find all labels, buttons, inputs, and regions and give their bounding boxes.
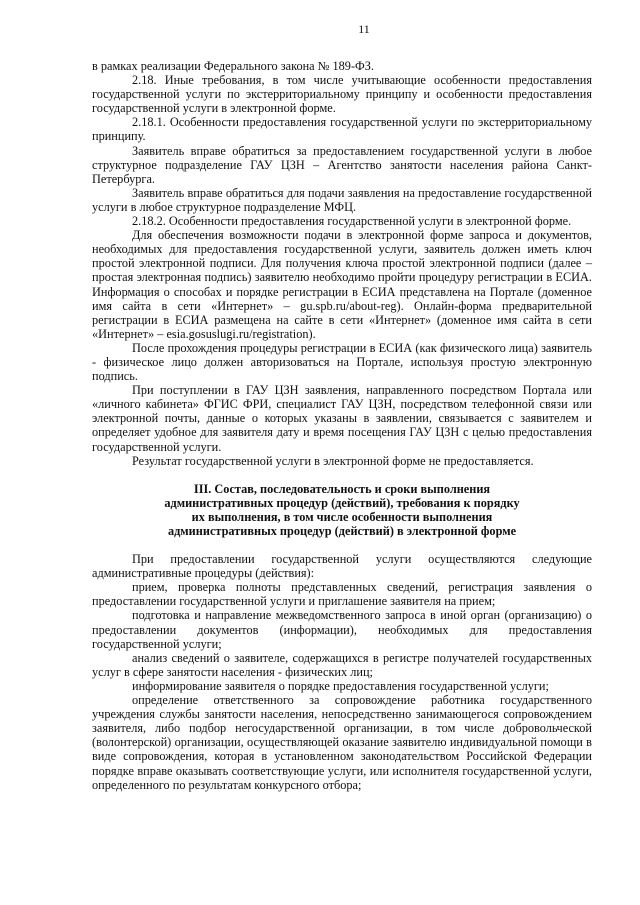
paragraph: Результат государственной услуги в электронной форме не предоставляется. [132, 453, 534, 468]
paragraph: При предоставлении государственной услуги осуществляются следующие административные процедуры (действия): [92, 552, 592, 581]
paragraph: Для обеспечения возможности подачи в электронной форме запроса и документов, необходимых для предоставления государственной услуги, заявитель должен иметь ключ простой электронной подписи. Для получения ключа простой электронной подписи (далее – простая электронная подпись) заявителю необходимо пройти процедуру регистрации в ЕСИА. Информация о способах и порядке регистрации в ЕСИА представлена на Портале (доменное имя сайта в сети «Интернет» – gu.spb.ru/about-reg). Онлайн-форма предварительной регистрации в ЕСИА размещена на сайте в сети «Интернет» (доменное имя сайта в сети «Интернет» – esia.gosuslugi.ru/registration). [92, 228, 592, 341]
heading-line: их выполнения, в том числе особенности выполнения [191, 509, 493, 524]
body-before-heading [92, 59, 592, 468]
list-item: прием, проверка полноты представленных сведений, регистрация заявления о предоставлении государственной услуги и приглашение заявителя на прием; [92, 580, 592, 609]
list-item: подготовка и направление межведомственного запроса в иной орган (организацию) о предоставлении документов (информации), необходимых для предоставления государственной услуги; [92, 608, 592, 651]
heading-line: административных процедур (действий), требования к порядку [164, 495, 520, 510]
paragraph: 2.18.2. Особенности предоставления государственной услуги в электронной форме. [132, 214, 572, 229]
section-heading [92, 482, 592, 538]
paragraph: 2.18.1. Особенности предоставления государственной услуги по экстерриториальному принципу. [92, 115, 592, 144]
body-after-heading [92, 552, 592, 792]
list-item: информирование заявителя о порядке предоставления государственной услуги; [132, 678, 549, 693]
paragraph: 2.18. Иные требования, в том числе учитывающие особенности предоставления государственной услуги по экстерриториальному принципу и особенности предоставления государственной услуги в электронной форме. [92, 73, 592, 116]
paragraph: После прохождения процедуры регистрации в ЕСИА (как физического лица) заявитель - физическое лицо должен авторизоваться на Портале, используя простую электронную подпись. [92, 340, 592, 384]
paragraph: Заявитель вправе обратиться для подачи заявления на предоставление государственной услуги в любое структурное подразделение МФЦ. [92, 185, 592, 214]
list-item: анализ сведений о заявителе, содержащихся в регистре получателей государственных услуг в сфере занятости населения - физических лиц; [92, 650, 592, 679]
paragraph: Заявитель вправе обратиться за предоставлением государственной услуги в любое структурное подразделение ГАУ ЦЗН – Агентство занятости населения района Санкт-Петербурга. [92, 143, 592, 186]
heading-line: III. Состав, последовательность и сроки выполнения [193, 481, 491, 496]
paragraph: в рамках реализации Федерального закона № 189-ФЗ. [92, 59, 375, 73]
page-number: 11 [358, 22, 370, 36]
paragraph: При поступлении в ГАУ ЦЗН заявления, направленного посредством Портала или «личного кабинета» ФГИС ФРИ, специалист ГАУ ЦЗН, посредством телефонной связи или электронной почты, данные о которых указаны в заявлении, связывается с заявителем и определяет удобное для заявителя дату и время посещения ГАУ ЦЗН с целью предоставления государственной услуги. [92, 383, 592, 454]
heading-line: административных процедур (действий) в электронной форме [167, 524, 517, 538]
list-item: определение ответственного за сопровождение работника государственного учреждения службы занятости населения, непосредственно занимающегося сопровождением заявителя, либо подбор негосударственной организации, в том числе добровольческой (волонтерской) организации, осуществляющей оказание заявителю индивидуальной помощи в виде сопровождения, которая в установленном законодательством Российской Федерации порядке вправе оказывать соответствующие услуги, или исполнителя государственной услуги, определенного по результатам конкурсного отбора; [92, 693, 592, 792]
